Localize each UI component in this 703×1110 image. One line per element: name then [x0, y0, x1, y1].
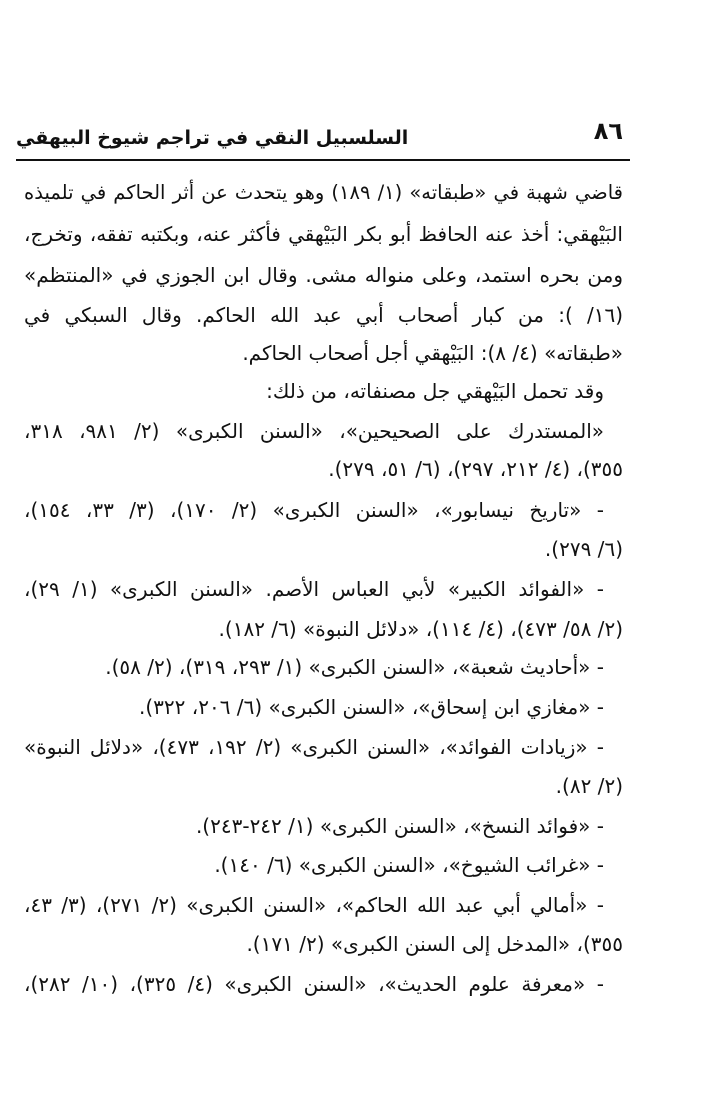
- text-line: - «تاريخ نيسابور»، «السنن الكبرى» (٢/ ١٧٠)، (٣/ ٣٣، ١٥٤)،: [24, 498, 604, 522]
- page-number: ٨٦: [593, 117, 623, 145]
- text-line: - «فوائد النسخ»، «السنن الكبرى» (١/ ٢٤٢-٢٤٣).: [195, 814, 604, 838]
- text-line: البَيْهقي: أخذ عنه الحافظ أبو بكر البَيْهقي فأكثر عنه، وبكتبه تفقه، وتخرج،: [24, 222, 623, 246]
- text-line: - «الفوائد الكبير» لأبي العباس الأصم. «السنن الكبرى» (١/ ٢٩)،: [24, 577, 604, 601]
- text-line: «المستدرك على الصحيحين»، «السنن الكبرى» (٢/ ٩٨١، ٣١٨،: [24, 419, 604, 443]
- header-rule: [16, 159, 630, 161]
- text-line: وقد تحمل البَيْهقي جل مصنفاته، من ذلك:: [266, 379, 604, 403]
- text-line: ومن بحره استمد، وعلى منواله مشى. وقال ابن الجوزي في «المنتظم»: [24, 263, 623, 287]
- text-line: - «معرفة علوم الحديث»، «السنن الكبرى» (٤/ ٣٢٥)، (١٠/ ٢٨٢)،: [24, 972, 604, 996]
- text-line: (٦/ ٢٧٩).: [544, 537, 623, 561]
- text-line: (٢/ ٨٢).: [555, 774, 623, 798]
- text-line: ٣٥٥)، (٤/ ٢١٢، ٢٩٧)، (٦/ ٥١، ٢٧٩).: [328, 457, 623, 481]
- text-line: (٢/ ٥٨/ ٤٧٣)، (٤/ ١١٤)، «دلائل النبوة» (٦/ ١٨٢).: [218, 617, 623, 641]
- text-line: قاضي شهبة في «طبقاته» (١/ ١٨٩) وهو يتحدث عن أثر الحاكم في تلميذه: [24, 181, 623, 204]
- text-line: (١٦/ ): من كبار أصحاب أبي عبد الله الحاكم. وقال السبكي في: [24, 303, 623, 327]
- text-line: - «مغازي ابن إسحاق»، «السنن الكبرى» (٦/ ٢٠٦، ٣٢٢).: [139, 695, 604, 719]
- running-title: السلسبيل النقي في تراجم شيوخ البيهقي: [16, 127, 409, 149]
- text-line: - «غرائب الشيوخ»، «السنن الكبرى» (٦/ ١٤٠).: [214, 853, 604, 877]
- text-line: - «زيادات الفوائد»، «السنن الكبرى» (٢/ ١٩٢، ٤٧٣)، «دلائل النبوة»: [24, 735, 604, 759]
- text-line: - «أحاديث شعبة»، «السنن الكبرى» (١/ ٢٩٣، ٣١٩)، (٢/ ٥٨).: [105, 655, 604, 679]
- text-line: «طبقاته» (٤/ ٨): البَيْهقي أجل أصحاب الحاكم.: [242, 341, 623, 365]
- text-line: ٣٥٥)، «المدخل إلى السنن الكبرى» (٢/ ١٧١).: [246, 932, 623, 956]
- text-line: - «أمالي أبي عبد الله الحاكم»، «السنن الكبرى» (٢/ ٢٧١)، (٣/ ٤٣،: [24, 893, 604, 917]
